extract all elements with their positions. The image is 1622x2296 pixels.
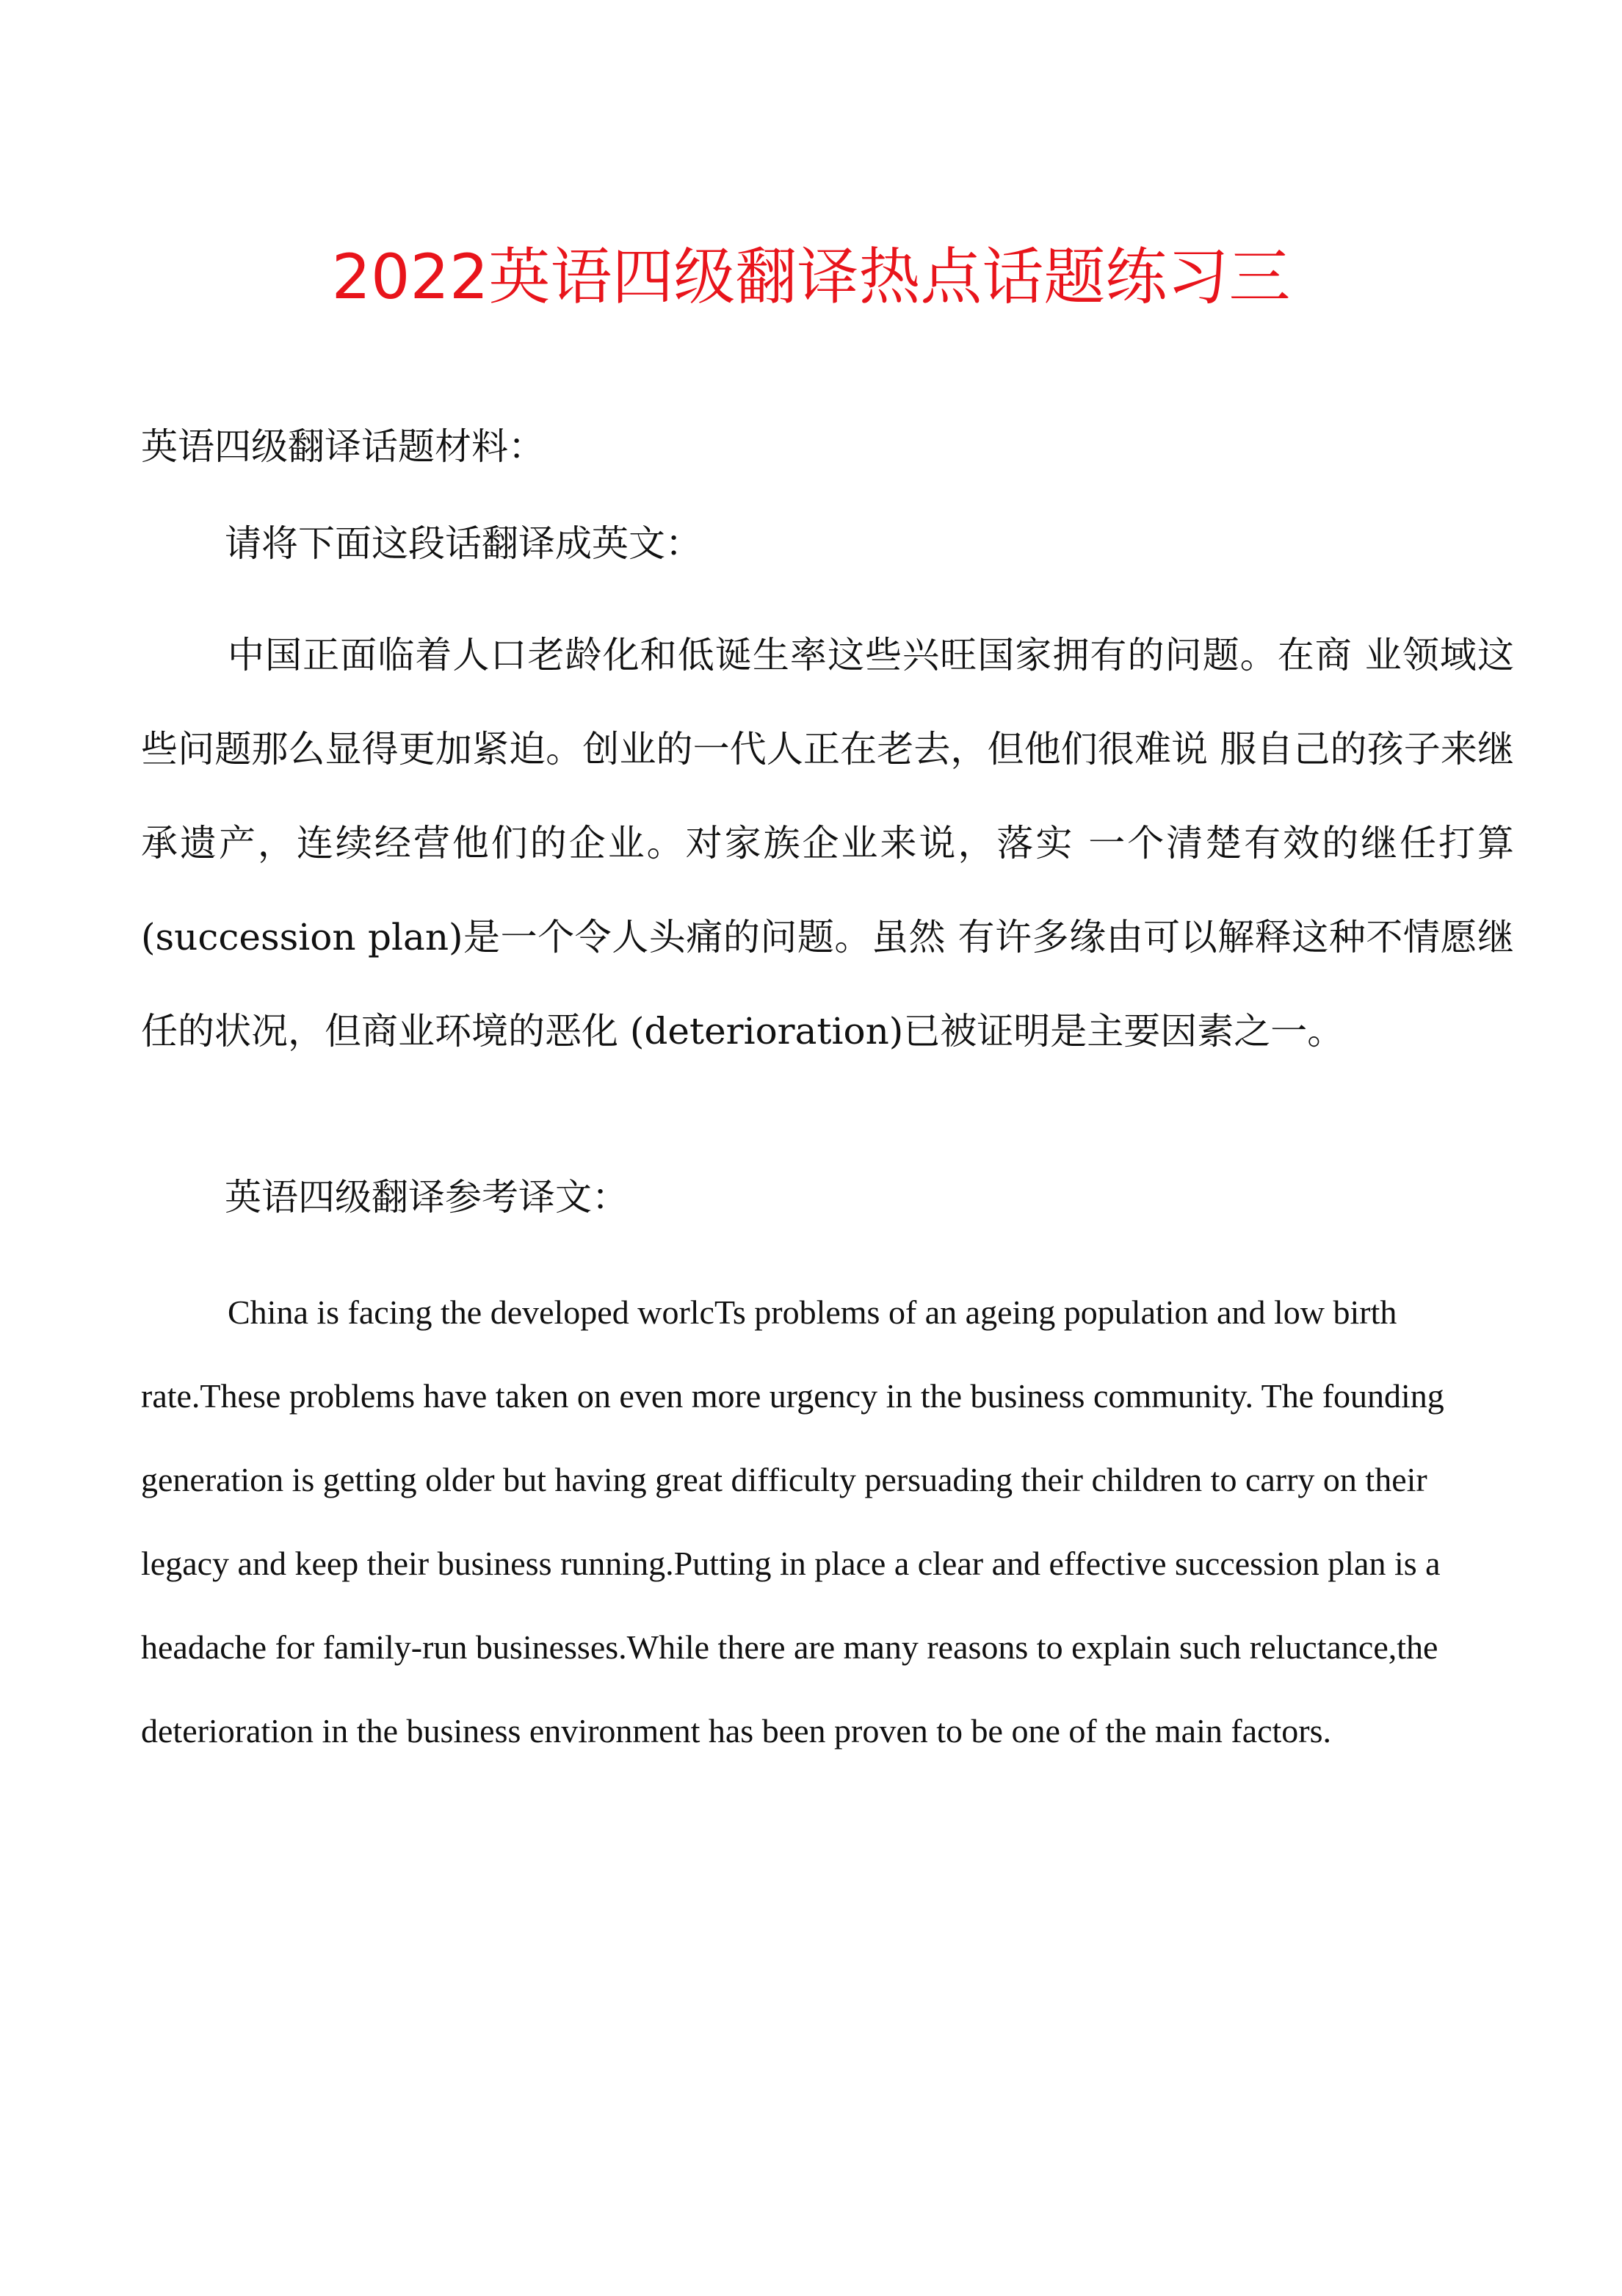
- translation-instruction: 请将下面这段话翻译成英文：: [225, 522, 702, 565]
- reference-translation-label: 英语四级翻译参考译文：: [225, 1176, 629, 1219]
- chinese-source-passage: 中国正面临着人口老龄化和低诞生率这些兴旺国家拥有的问题。在商 业领域这些问题那么显得更加紧迫。创业的一代人正在老去，但他们很难说 服自己的孩子来继承遗产，连续经营他们的企业。对家族企业来说，落实 一个清楚有效的继任打算(succession plan)是一个令人头痛的问题。虽然 有许多缘由可以解释这种不情愿继任的状况，但商业环境的恶化 (deterioration)已被证明是主要因素之一。: [141, 634, 1514, 1053]
- material-label: 英语四级翻译话题材料：: [141, 425, 545, 468]
- english-reference-passage: China is facing the developed worlcTs problems of an ageing population and low birth rate.These problems have taken on even more urgency in the business community. The founding generation is getting older but having great difficulty persuading their children to carry on their legacy and keep their business running.Putting in place a clear and effective succession plan is a headache for family-run businesses.While there are many reasons to explain such reluctance,the deterioration in the business environment has been proven to be one of the main factors.: [141, 1293, 1444, 1750]
- document-title: 2022英语四级翻译热点话题练习三: [331, 241, 1291, 313]
